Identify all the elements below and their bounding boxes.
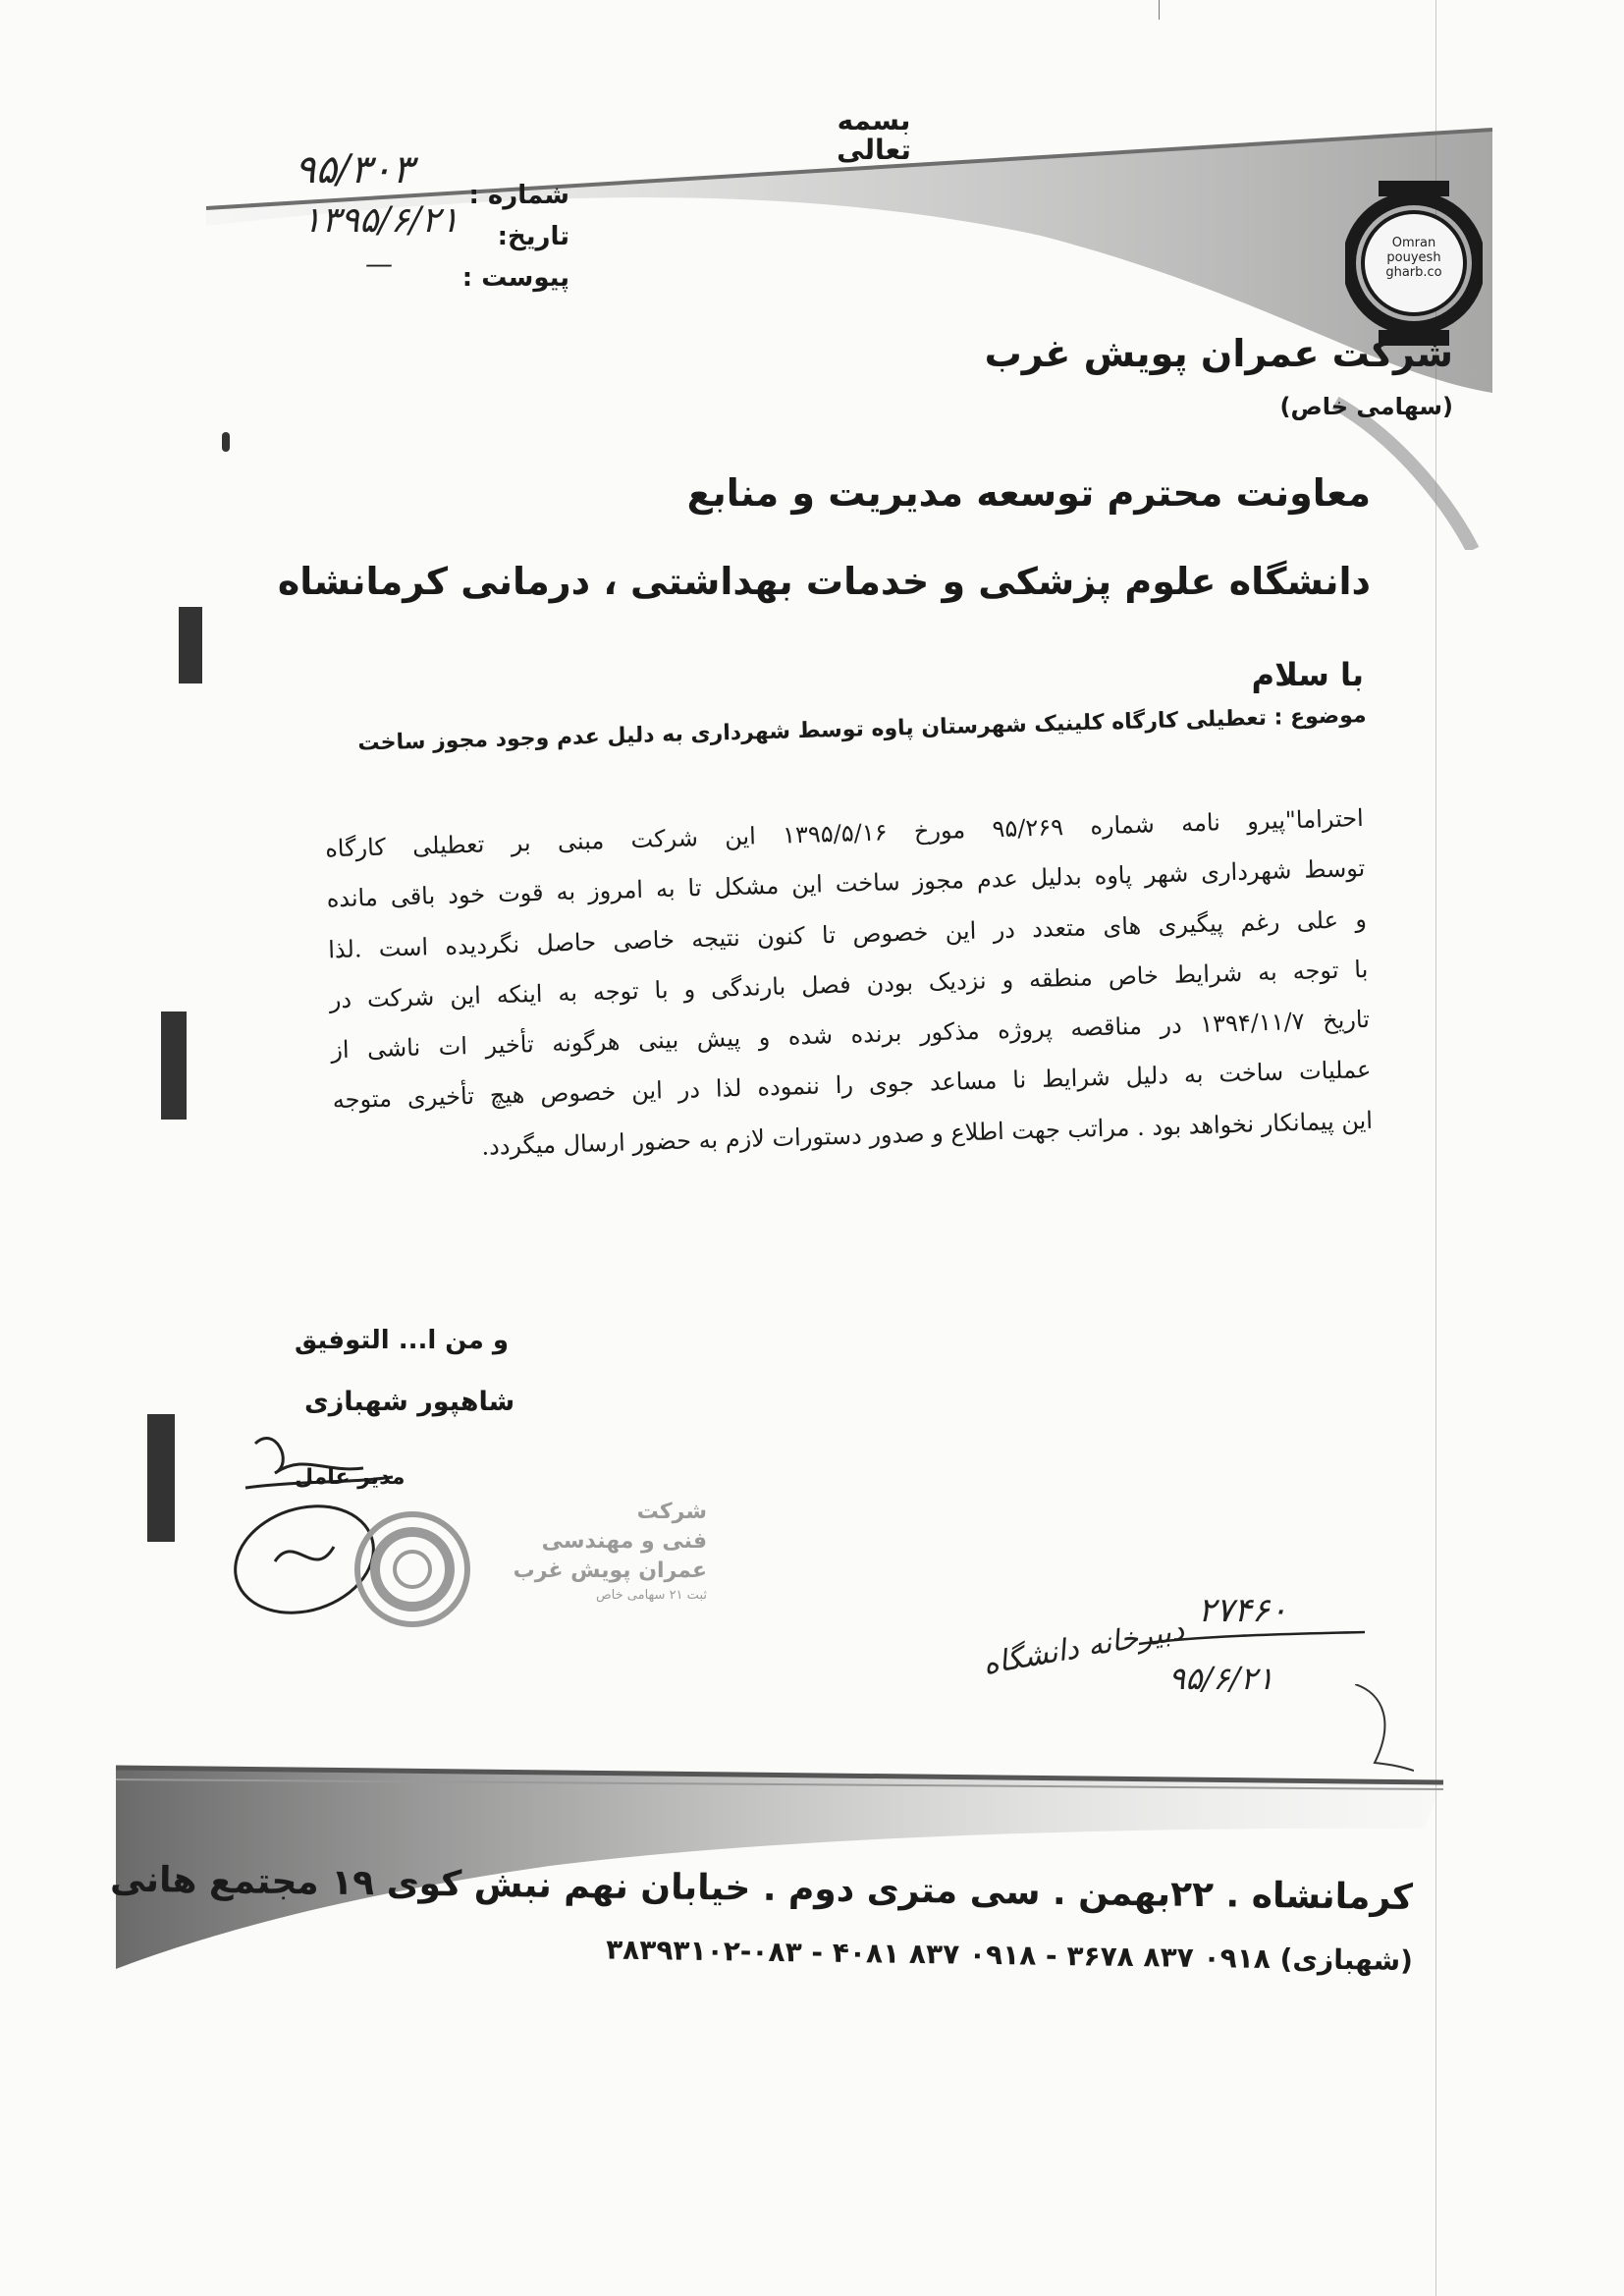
- registry-date: ۹۵/۶/۲۱: [1168, 1660, 1274, 1697]
- subject-line: موضوع : تعطیلی کارگاه کلینیک شهرستان پاوه توسط شهرداری به دلیل عدم وجود مجوز ساخت: [357, 703, 1368, 756]
- greeting: با سلام: [1251, 656, 1364, 693]
- registry-number: ۲۷۴۶۰: [1198, 1591, 1288, 1630]
- body-line: عملیات ساخت به دلیل شرایط نا مساعد جوی را ننموده لذا در این خصوص هیچ تأخیری متوجه: [332, 1056, 1372, 1115]
- attachment-value: —: [365, 247, 393, 280]
- letter-meta-labels: [452, 175, 569, 299]
- footer-address: کرمانشاه . ۲۲بهمن . سی متری دوم . خیابان نهم نبش کوی ۱۹ مجتمع هانی: [110, 1859, 1414, 1918]
- stamp-line: عمران پویش غرب: [513, 1558, 707, 1583]
- number-label: شماره :: [468, 181, 569, 210]
- signer-title: مدیر عامل: [295, 1465, 406, 1490]
- company-name: شرکت عمران پویش غرب: [984, 332, 1453, 375]
- body-line: توسط شهرداری شهر پاوه بدلیل عدم مجوز ساخت این مشکل تا به امروز به قوت خود باقی مانده: [326, 854, 1366, 913]
- company-type: (سهامی خاص): [1279, 393, 1453, 420]
- body-line: این پیمانکار نخواهد بود . مراتب جهت اطلاع و صدور دستورات لازم به حضور ارسال میگردد.: [481, 1106, 1374, 1161]
- date-label: تاریخ:: [497, 222, 569, 251]
- stamp-line: ثبت ۲۱ سهامی خاص: [595, 1588, 707, 1603]
- scan-margin-mark: [147, 1414, 175, 1542]
- footer-phones: (شهبازی) ۰۹۱۸ ۸۳۷ ۳۶۷۸ - ۰۹۱۸ ۸۳۷ ۴۰۸۱ - ۰۸۳-۳۸۳۹۳۱۰۲: [605, 1933, 1414, 1977]
- registry-label: دبیرخانه دانشگاه: [980, 1613, 1187, 1682]
- letter-date-handwritten: ۱۳۹۵/۶/۲۱: [302, 200, 460, 241]
- scan-margin-mark: [161, 1011, 187, 1120]
- attachment-label: پیوست :: [461, 263, 569, 293]
- logo-line: Omran: [1391, 236, 1436, 250]
- logo-line: gharb.co: [1385, 265, 1442, 280]
- scan-margin-mark: [179, 607, 202, 683]
- body-line: احتراما"پیرو نامه شماره ۹۵/۲۶۹ مورخ ۱۳۹۵/۵/۱۶ این شرکت مبنی بر تعطیلی کارگاه: [324, 803, 1365, 863]
- body-line: تاریخ ۱۳۹۴/۱۱/۷ در مناقصه پروژه مذکور برنده شده و پیش بینی هرگونه تأخیر ات ناشی از: [330, 1006, 1371, 1065]
- stamp-line: شرکت: [636, 1500, 707, 1524]
- letter-number-handwritten: ۹۵/۳۰۳: [295, 147, 413, 192]
- recipient-title: معاونت محترم توسعه مدیریت و منابع: [686, 471, 1371, 515]
- body-line: با توجه به شرایط خاص منطقه و نزدیک بودن فصل بارندگی و با توجه به اینکه این شرکت در: [329, 955, 1369, 1014]
- signer-name: شاهپور شهبازی: [304, 1387, 515, 1417]
- recipient-organization: دانشگاه علوم پزشکی و خدمات بهداشتی ، درمانی کرمانشاه: [277, 560, 1371, 603]
- closing-phrase: و من ا... التوفیق: [295, 1326, 510, 1355]
- bismillah: بسمه تعالی: [837, 104, 911, 166]
- stamp-text: [501, 1498, 707, 1606]
- logo-line: pouyesh: [1386, 250, 1441, 265]
- company-logo-text: [1367, 236, 1461, 280]
- letter-body: [324, 793, 1373, 1176]
- registry-underline: [1139, 1630, 1365, 1650]
- stamp-line: فنی و مهندسی: [541, 1529, 707, 1554]
- body-line: و علی رغم پیگیری های متعدد در این خصوص تا کنون نتیجه خاصی حاصل نگردیده است .لذا: [327, 904, 1368, 963]
